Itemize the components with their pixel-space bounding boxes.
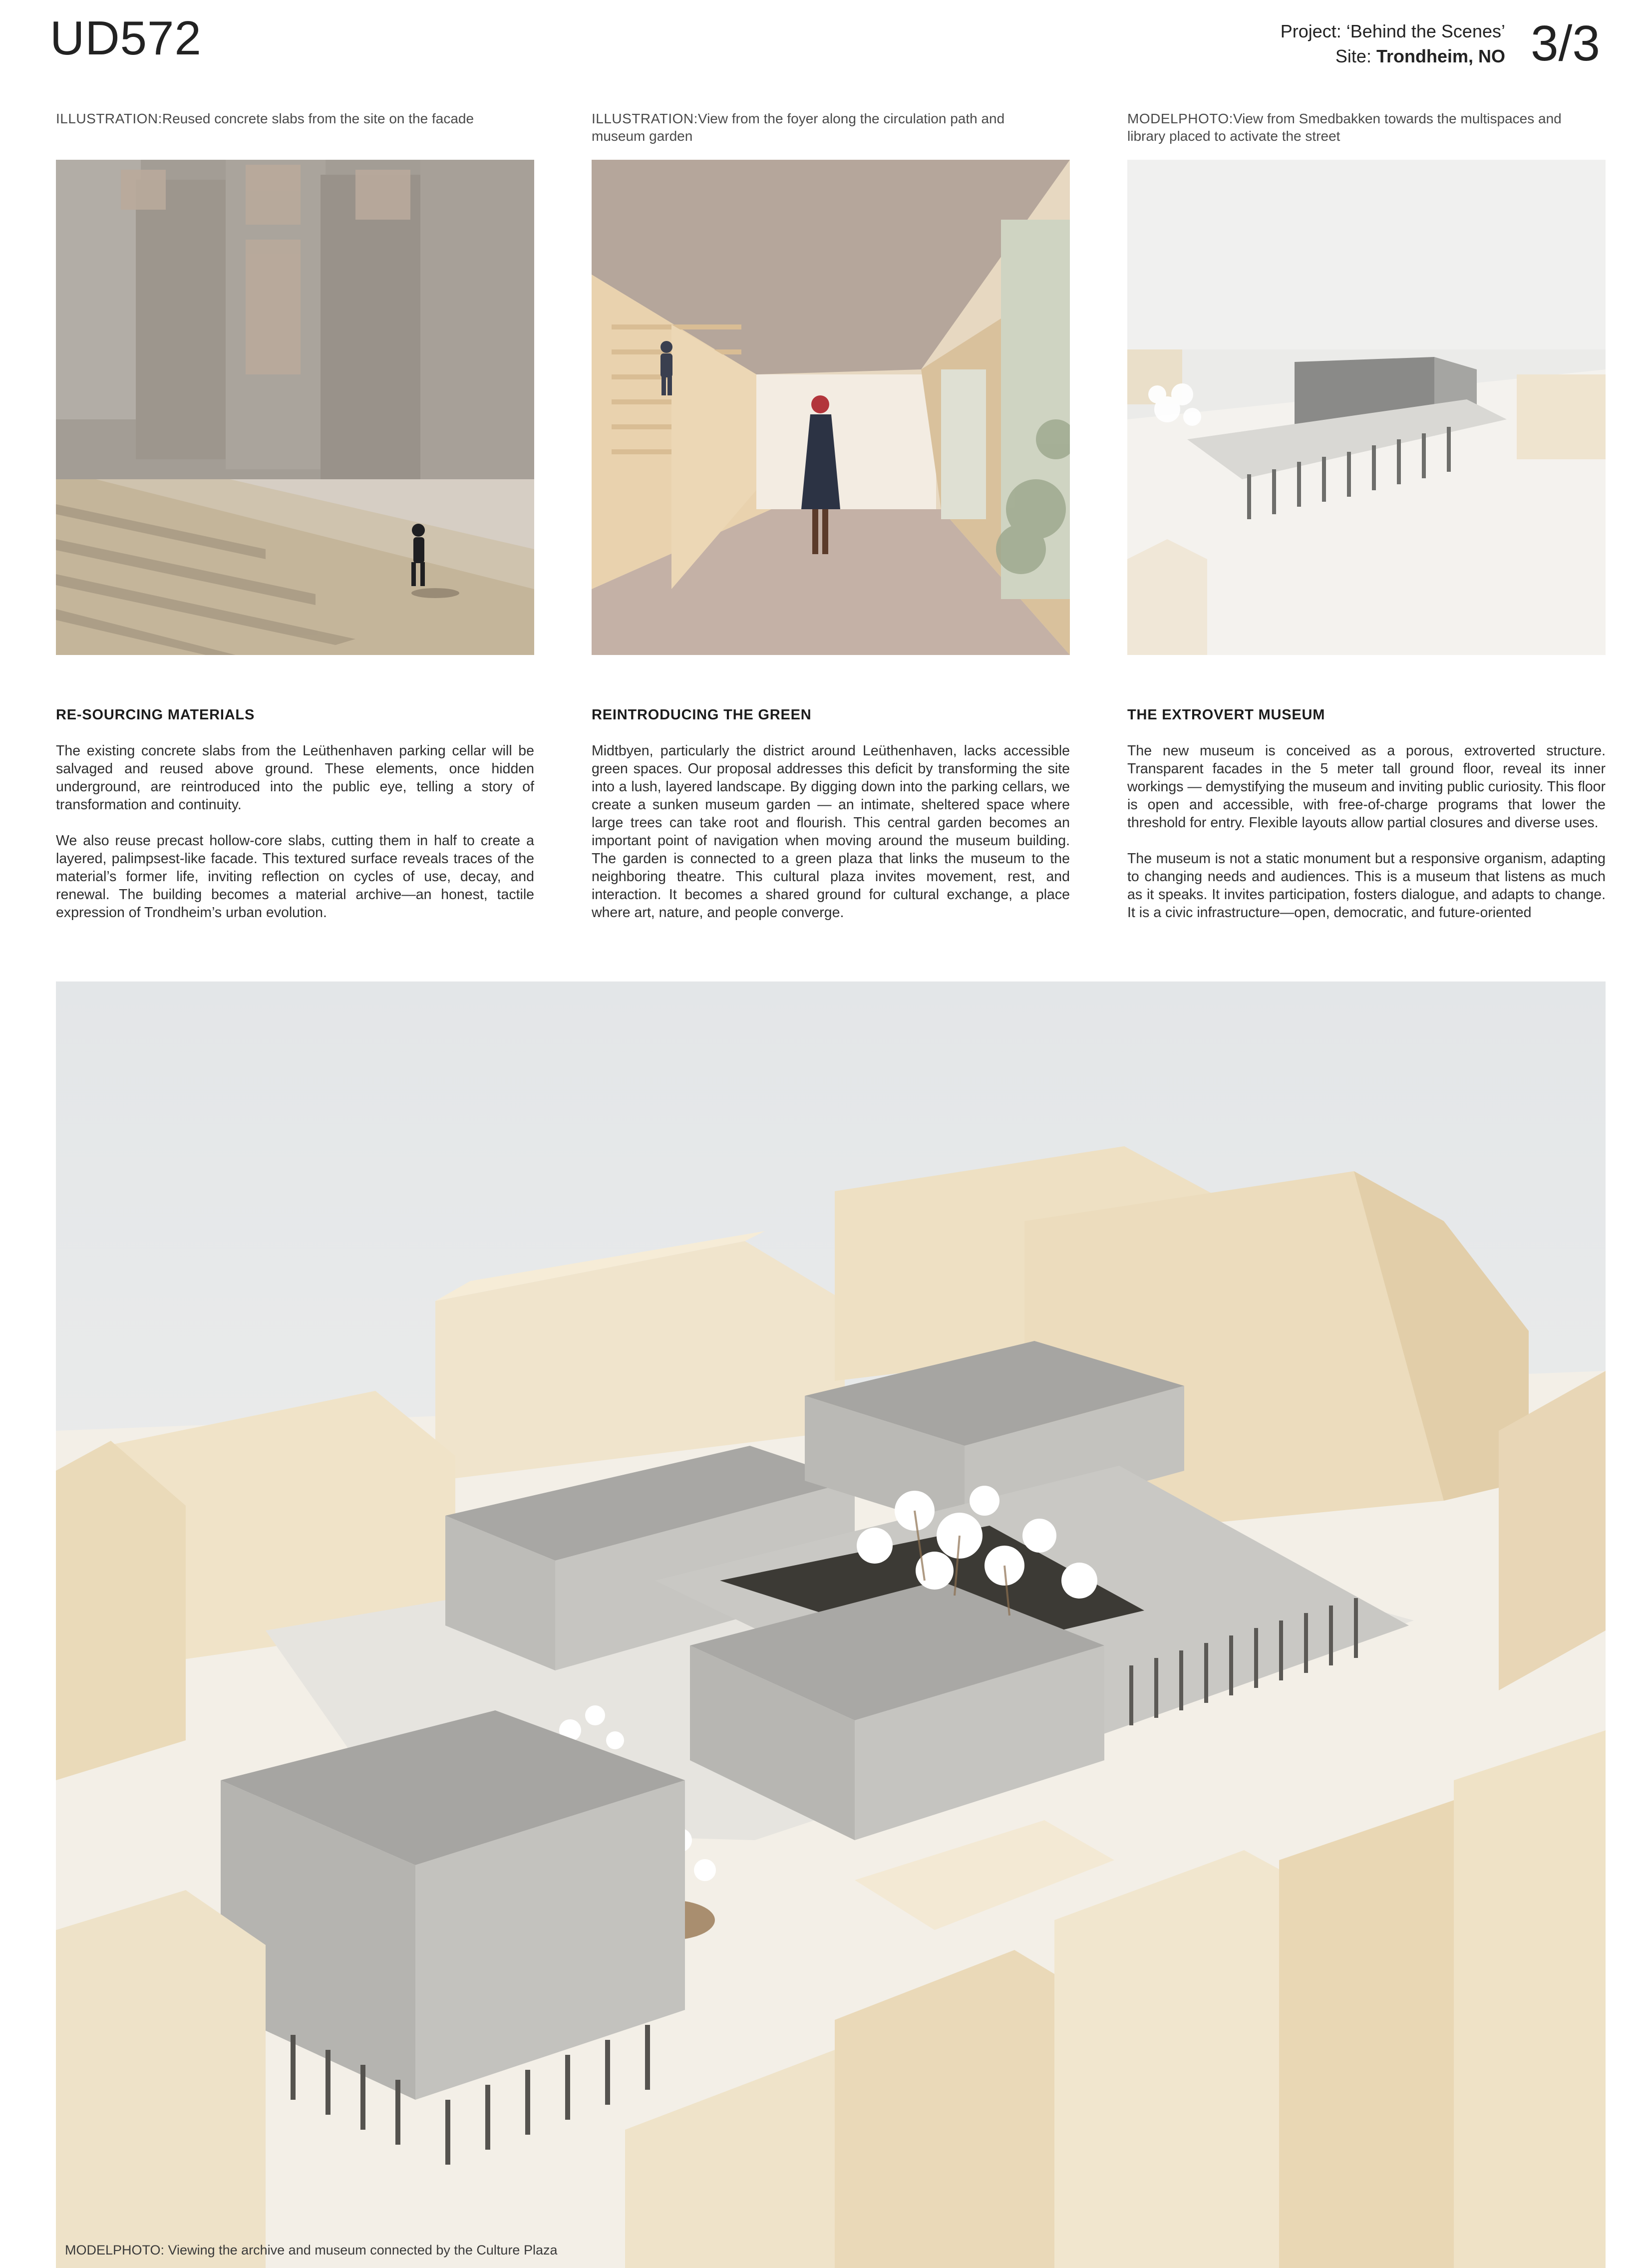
culture-plaza-model-graphic (56, 981, 1606, 2268)
body-resourcing-materials (56, 742, 534, 940)
body-reintroducing-green (592, 742, 1070, 940)
culture-plaza-model-photo (56, 981, 1606, 2268)
caption-label: ILLUSTRATION: (592, 111, 698, 126)
smedbakken-model-photo (1127, 160, 1606, 655)
heading-reintroducing-green: REINTRODUCING THE GREEN (592, 707, 812, 723)
project-name: ‘Behind the Scenes’ (1346, 21, 1505, 41)
project-meta (1281, 19, 1505, 69)
site-line (1281, 44, 1505, 69)
site-label: Site: (1335, 46, 1371, 66)
foyer-illustration-graphic (592, 160, 1070, 655)
paragraph: The new museum is conceived as a porous, extroverted structure. Transparent facades in the 5 meter tall ground floor, reveal its inner workings — demystifying the museum and inviting public curiosity. This floor is open and accessible, with free-of-charge programs that lower the threshold for entry. Flexible layouts allow partial closures and diverse uses. (1127, 743, 1606, 831)
caption-label: MODELPHOTO: (1127, 111, 1233, 126)
facade-illustration-graphic (56, 160, 534, 655)
paragraph: We also reuse precast hollow-core slabs, cutting them in half to create a layered, palimpsest-like facade. This textured surface reveals traces of the material’s former life, inviting reflection on cycles of use, decay, and renewal. The building becomes a material archive—an honest, tactile expression of Trondheim’s urban evolution. (56, 833, 534, 921)
heading-extrovert-museum: THE EXTROVERT MUSEUM (1127, 707, 1325, 723)
caption-text: Reused concrete slabs from the site on the facade (162, 111, 474, 126)
foyer-illustration (592, 160, 1070, 655)
document-code: UD572 (50, 11, 202, 65)
body-extrovert-museum (1127, 742, 1606, 940)
site-name: Trondheim, NO (1376, 46, 1505, 66)
paragraph: The museum is not a static monument but a responsive organism, adapting to changing needs and audiences. This is a museum that listens as much as it speaks. It invites participation, fosters dialogue, and adapts to change. It is a civic infrastructure—open, democratic, and future-oriented (1127, 851, 1606, 921)
caption-smedbakken (1127, 110, 1577, 145)
caption-foyer (592, 110, 1041, 145)
caption-text: View from Smedbakken towards the multispaces and library placed to activate the street (1127, 111, 1562, 144)
caption-facade (56, 110, 505, 127)
paragraph: Midtbyen, particularly the district around Leüthenhaven, lacks accessible green spaces. Our proposal addresses this deficit by transforming the site into a lush, layered landscape. By digging down into the parking cellars, we create a sunken museum garden — an intimate, sheltered space where large trees can take root and flourish. This central garden becomes an important point of navigation when moving around the museum building. The garden is connected to a green plaza that links the museum to the neighboring theatre. This cultural plaza invites movement, rest, and interaction. It becomes a shared ground for cultural exchange, a place where art, nature, and people converge. (592, 743, 1070, 921)
smedbakken-model-graphic (1127, 160, 1606, 655)
paragraph: The existing concrete slabs from the Leüthenhaven parking cellar will be salvaged and reused above ground. These elements, once hidden underground, are reintroduced into the public eye, telling a story of transformation and continuity. (56, 743, 534, 813)
caption-text: View from the foyer along the circulation path and museum garden (592, 111, 1005, 144)
big-photo-caption: MODELPHOTO: Viewing the archive and museum connected by the Culture Plaza (65, 2243, 558, 2258)
project-line (1281, 19, 1505, 44)
caption-label: ILLUSTRATION: (56, 111, 162, 126)
project-label: Project: (1280, 21, 1341, 41)
facade-illustration (56, 160, 534, 655)
heading-resourcing-materials: RE-SOURCING MATERIALS (56, 707, 255, 723)
page-number: 3/3 (1530, 15, 1600, 71)
